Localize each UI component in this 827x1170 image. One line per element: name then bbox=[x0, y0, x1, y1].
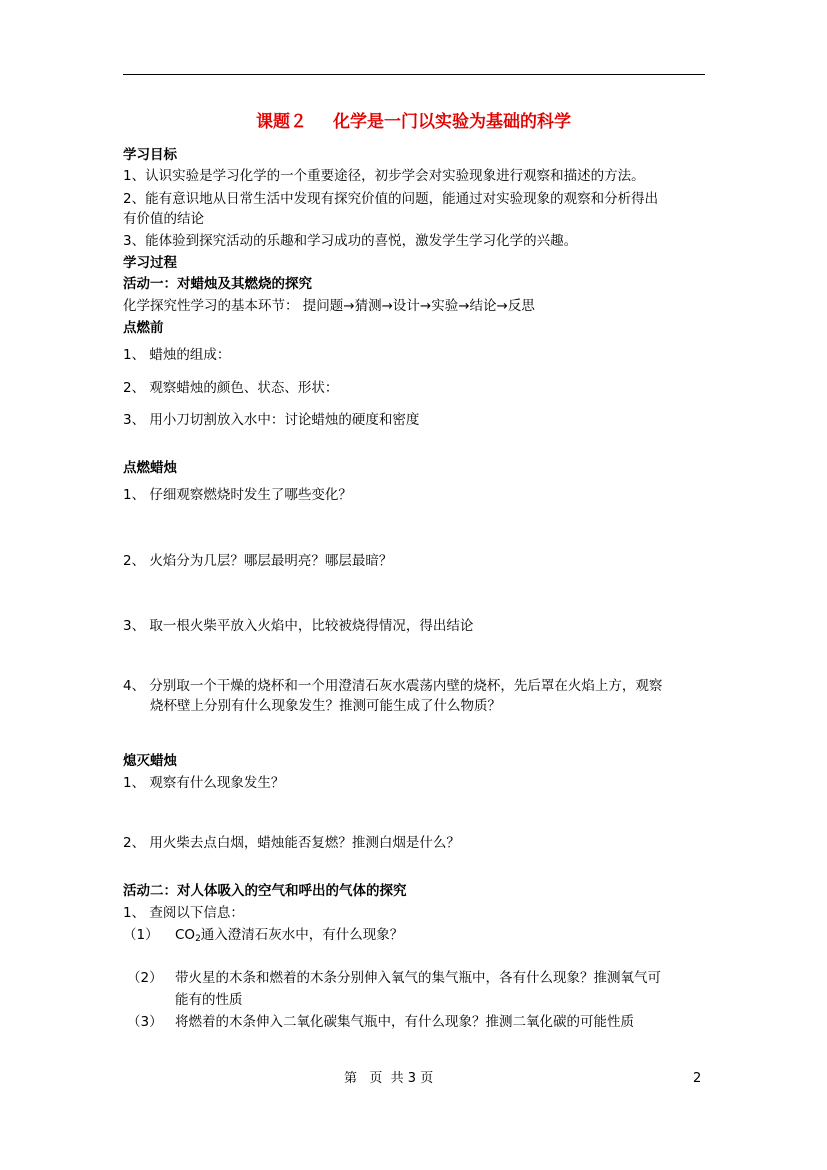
before-item: 3、 用小刀切割放入水中：讨论蜡烛的硬度和密度 bbox=[123, 412, 420, 428]
burning-item: 4、 分别取一个干燥的烧杯和一个用澄清石灰水震荡内壁的烧杯，先后罩在火焰上方，观察 bbox=[123, 678, 663, 694]
info-number: （2） bbox=[127, 970, 163, 986]
info-text-continued: 能有的性质 bbox=[175, 992, 243, 1008]
extinguish-heading: 熄灭蜡烛 bbox=[123, 753, 177, 769]
info-text: 带火星的木条和燃着的木条分别伸入氧气的集气瓶中，各有什么现象？推测氧气可 bbox=[175, 970, 661, 986]
activity2-heading: 活动二：对人体吸入的空气和呼出的气体的探究 bbox=[123, 883, 407, 899]
activity2-intro: 1、 查阅以下信息： bbox=[123, 905, 244, 921]
extinguish-item: 2、 用火柴去点白烟，蜡烛能否复燃？推测白烟是什么？ bbox=[123, 835, 460, 851]
objective-item: 有价值的结论 bbox=[123, 211, 204, 227]
extinguish-item: 1、 观察有什么现象发生？ bbox=[123, 775, 285, 791]
burning-item: 1、 仔细观察燃烧时发生了哪些变化？ bbox=[123, 487, 352, 503]
before-item: 2、 观察蜡烛的颜色、状态、形状： bbox=[123, 380, 339, 396]
info-number: （3） bbox=[127, 1014, 163, 1030]
burning-heading: 点燃蜡烛 bbox=[123, 460, 177, 476]
info-number: （1） bbox=[123, 927, 159, 943]
title-number: 课题２ bbox=[256, 112, 307, 132]
objective-item: 3、能体验到探究活动的乐趣和学习成功的喜悦，激发学生学习化学的兴趣。 bbox=[123, 233, 578, 249]
page-number: 2 bbox=[693, 1071, 702, 1086]
title-text: 化学是一门以实验为基础的科学 bbox=[333, 112, 571, 132]
before-item: 1、 蜡烛的组成： bbox=[123, 347, 231, 363]
header-rule bbox=[123, 74, 705, 75]
burning-item-continued: 烧杯壁上分别有什么现象发生？推测可能生成了什么物质？ bbox=[150, 698, 501, 714]
burning-item: 3、 取一根火柴平放入火焰中，比较被烧得情况，得出结论 bbox=[123, 618, 474, 634]
objective-item: 1、认识实验是学习化学的一个重要途径，初步学会对实验现象进行观察和描述的方法。 bbox=[123, 168, 645, 184]
page-title bbox=[0, 111, 827, 133]
objectives-heading: 学习目标 bbox=[123, 147, 177, 163]
process-heading: 学习过程 bbox=[123, 255, 177, 271]
footer-page-info: 第 页 共 3 页 bbox=[344, 1071, 434, 1086]
info-text: 将燃着的木条伸入二氧化碳集气瓶中，有什么现象？推测二氧化碳的可能性质 bbox=[175, 1014, 634, 1030]
burning-item: 2、 火焰分为几层？哪层最明亮？哪层最暗？ bbox=[123, 553, 393, 569]
activity1-heading: 活动一：对蜡烛及其燃烧的探究 bbox=[123, 276, 312, 292]
info-text: $CO_2$通入澄清石灰水中，有什么现象？ bbox=[175, 927, 404, 944]
before-heading: 点燃前 bbox=[123, 320, 164, 336]
inquiry-steps: 化学探究性学习的基本环节： 提问题→猜测→设计→实验→结论→反思 bbox=[123, 298, 535, 314]
objective-item: 2、能有意识地从日常生活中发现有探究价值的问题，能通过对实验现象的观察和分析得出 bbox=[123, 191, 659, 207]
